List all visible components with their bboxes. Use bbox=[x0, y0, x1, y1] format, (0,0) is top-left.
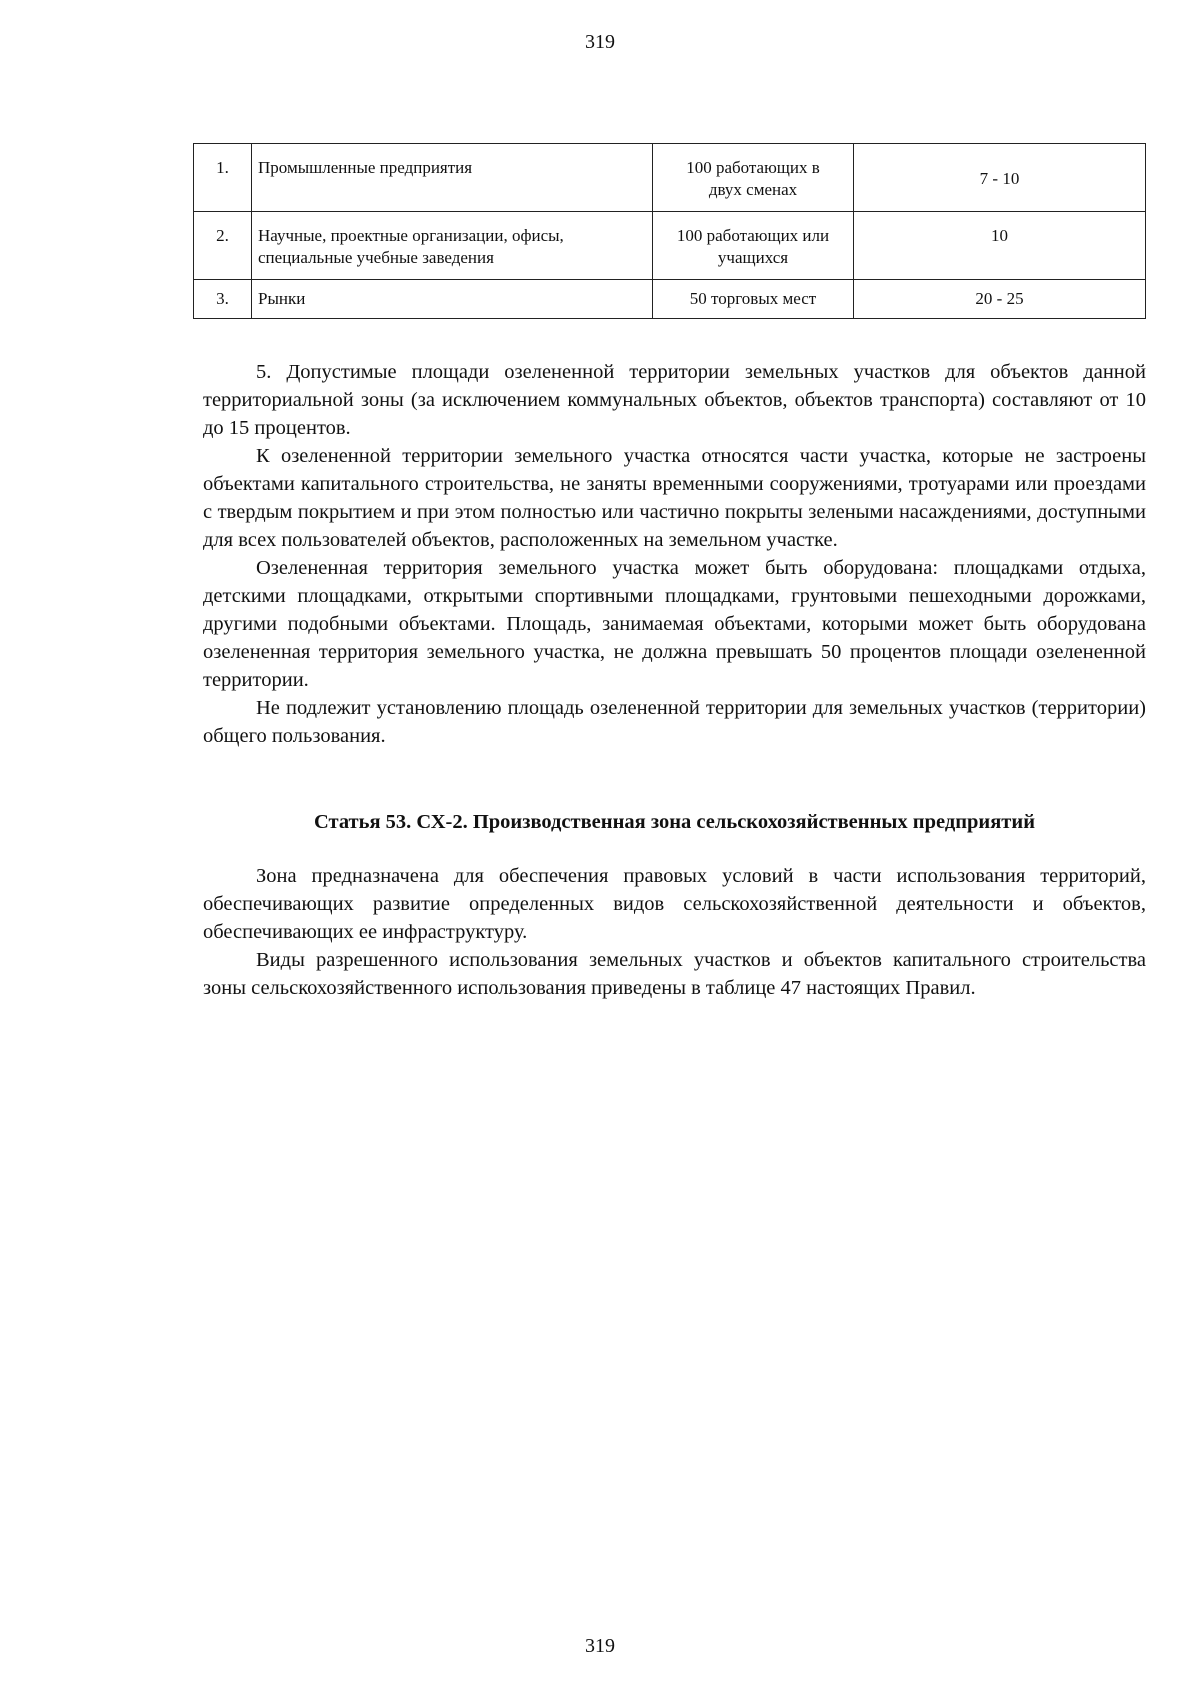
table-cell-unit bbox=[653, 212, 854, 280]
table-cell-value: 7 - 10 bbox=[854, 144, 1146, 212]
paragraph: Озелененная территория земельного участка может быть оборудована: площадками отдыха, детскими площадками, открытыми спортивными площадками, грунтовыми пешеходными дорожками, другими подобными объектами. Площадь, занимаемая объектами, которыми может быть оборудована озелененная территория земельного участка, не должна превышать 50 процентов площади озелененной территории. bbox=[203, 557, 1146, 691]
article-heading: Статья 53. СХ-2. Производственная зона сельскохозяйственных предприятий bbox=[313, 811, 1036, 833]
name-line: специальные учебные заведения bbox=[258, 248, 494, 267]
unit-line: 100 работающих в bbox=[686, 158, 820, 177]
page-number-top: 319 bbox=[585, 31, 615, 53]
table-row bbox=[194, 280, 1146, 319]
paragraph: 5. Допустимые площади озелененной территории земельных участков для объектов данной территориальной зоны (за исключением коммунальных объектов, объектов транспорта) составляют от 10 до 15 процентов. bbox=[203, 361, 1146, 439]
table-cell-value: 20 - 25 bbox=[854, 280, 1146, 319]
paragraph: Зона предназначена для обеспечения правовых условий в части использования территорий, обеспечивающих развитие определенных видов сельскохозяйственной деятельности и объектов, обеспечивающих ее инфраструктуру. bbox=[203, 865, 1146, 943]
table-row bbox=[194, 144, 1146, 212]
unit-line: 100 работающих или bbox=[676, 226, 830, 245]
name-line: Научные, проектные организации, офисы, bbox=[258, 226, 564, 245]
table-cell-unit: 50 торговых мест bbox=[653, 280, 854, 319]
norms-table bbox=[193, 143, 1146, 319]
paragraph: К озелененной территории земельного участка относятся части участка, которые не застроены объектами капитального строительства, не заняты временными сооружениями, тротуарами или проездами с твердым покрытием и при этом полностью или частично покрыты зелеными насаждениями, доступными для всех пользователей объектов, расположенных на земельном участке. bbox=[203, 445, 1146, 551]
table-cell-name bbox=[252, 212, 653, 280]
page-number-bottom: 319 bbox=[585, 1635, 615, 1657]
table-cell-num: 3. bbox=[194, 280, 252, 319]
paragraph: Не подлежит установлению площадь озелененной территории для земельных участков (территории) общего пользования. bbox=[203, 697, 1146, 747]
table-row bbox=[194, 212, 1146, 280]
table-cell-value: 10 bbox=[854, 212, 1146, 280]
body-text-section-2 bbox=[203, 862, 1146, 1002]
paragraph: Виды разрешенного использования земельных участков и объектов капитального строительства зоны сельскохозяйственного использования приведены в таблице 47 настоящих Правил. bbox=[203, 949, 1146, 999]
table-cell-name: Рынки bbox=[252, 280, 653, 319]
body-text-section-1 bbox=[203, 358, 1146, 750]
table-cell-num: 1. bbox=[194, 144, 252, 212]
unit-line: учащихся bbox=[717, 248, 789, 267]
table-cell-name: Промышленные предприятия bbox=[252, 144, 653, 212]
table-cell-unit bbox=[653, 144, 854, 212]
table-cell-num: 2. bbox=[194, 212, 252, 280]
unit-line: двух сменах bbox=[708, 180, 798, 199]
